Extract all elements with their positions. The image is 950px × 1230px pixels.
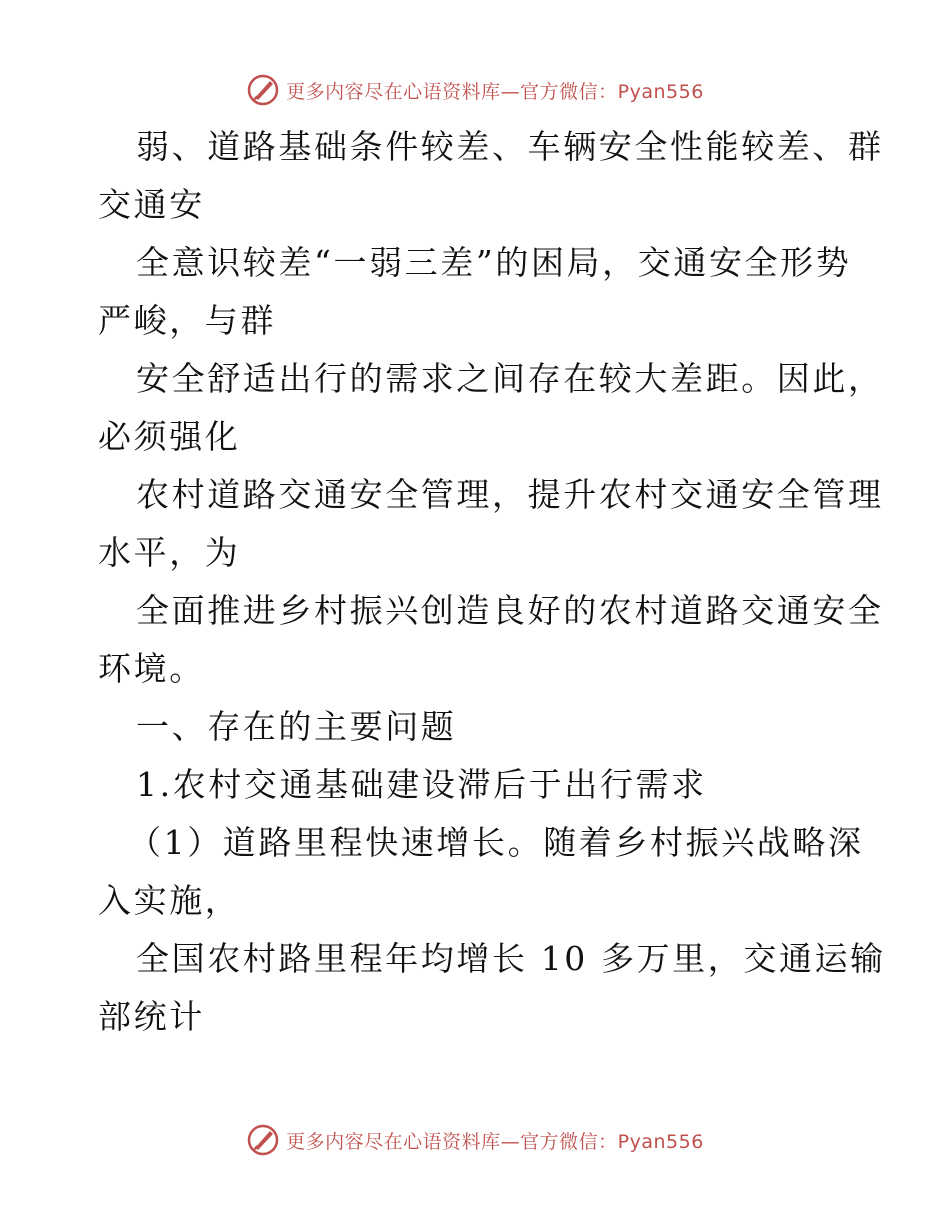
header-watermark <box>0 70 950 110</box>
text-line: 全面推进乡村振兴创造良好的农村道路交通安全 <box>136 591 884 630</box>
text-line: 安全舒适出行的需求之间存在较大差距。因此， <box>136 359 884 398</box>
text-line: 环境。 <box>98 649 205 688</box>
watermark-text: 更多内容尽在心语资料库—官方微信：Pyan556 <box>286 1130 704 1153</box>
text-line: 必须强化 <box>98 417 241 456</box>
text-line: 全意识较差“一弱三差”的困局，交通安全形势 <box>136 243 852 282</box>
text-line: 一、存在的主要问题 <box>136 707 457 746</box>
text-line: 严峻，与群 <box>98 301 276 340</box>
text-line: 交通安 <box>98 185 205 224</box>
quill-pen-logo-icon <box>246 73 280 107</box>
quill-pen-logo-icon <box>246 1123 280 1157</box>
watermark-text: 更多内容尽在心语资料库—官方微信：Pyan556 <box>286 80 704 103</box>
text-line: （1）道路里程快速增长。随着乡村振兴战略深 <box>128 823 864 862</box>
text-line: 弱、道路基础条件较差、车辆安全性能较差、群 <box>136 127 884 166</box>
footer-watermark <box>0 1120 950 1160</box>
text-line: 农村道路交通安全管理，提升农村交通安全管理 <box>136 475 884 514</box>
text-line: 1.农村交通基础建设滞后于出行需求 <box>136 765 707 804</box>
text-line: 入实施， <box>98 881 241 920</box>
text-line: 水平，为 <box>98 533 241 572</box>
text-line: 部统计 <box>98 997 205 1036</box>
text-line: 全国农村路里程年均增长 10 多万里，交通运输 <box>136 939 886 978</box>
document-body <box>98 118 886 1046</box>
